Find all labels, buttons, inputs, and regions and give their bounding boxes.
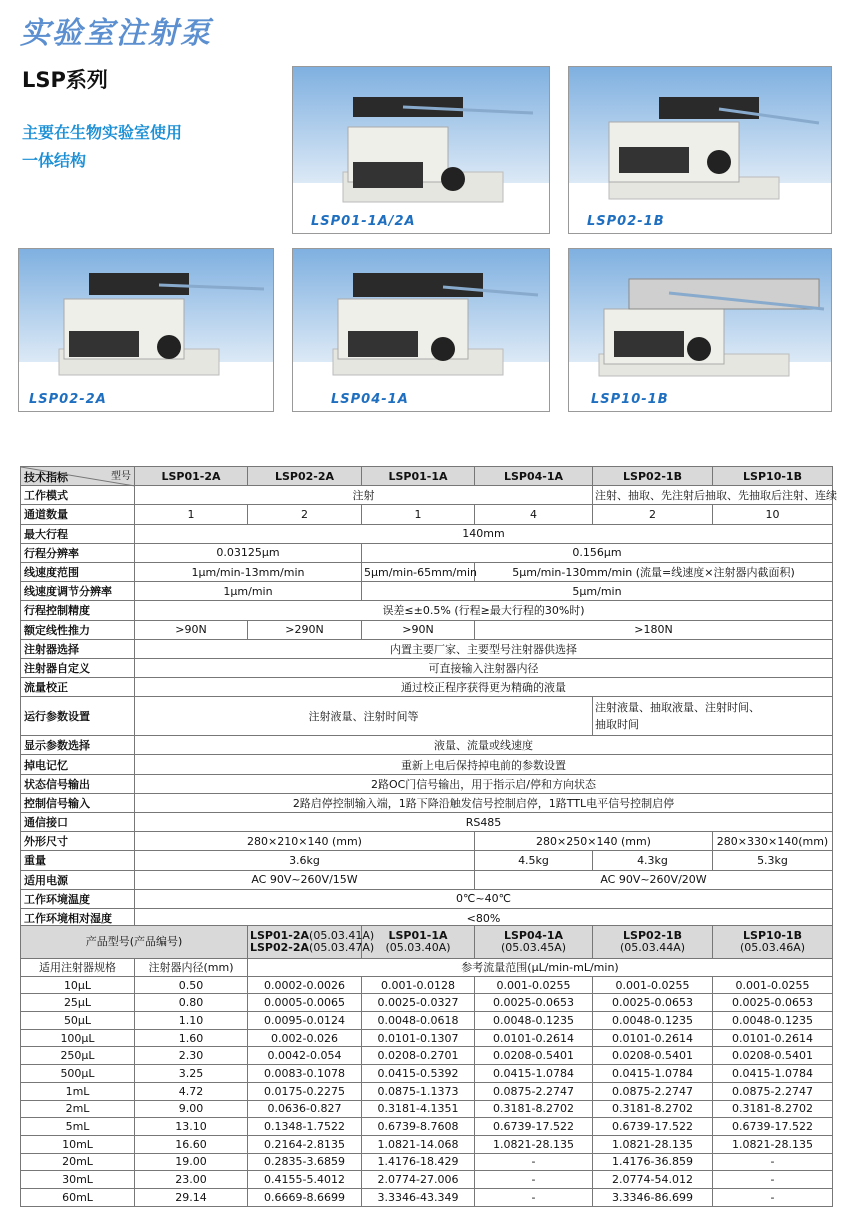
spec-value: 2 bbox=[593, 505, 713, 524]
table-cell: 0.0048-0.0618 bbox=[362, 1012, 475, 1030]
table-cell: 0.6739-17.522 bbox=[475, 1118, 593, 1136]
spec-value: <80% bbox=[135, 908, 833, 927]
spec-value: >180N bbox=[475, 620, 833, 639]
table-row bbox=[21, 1153, 833, 1171]
spec-label: 通道数量 bbox=[21, 505, 135, 524]
table-cell: 0.0875-2.2747 bbox=[593, 1082, 713, 1100]
spec-row bbox=[21, 543, 833, 562]
table-cell: - bbox=[475, 1188, 593, 1206]
spec-value: 液量、流量或线速度 bbox=[135, 736, 833, 755]
table-cell: 0.0048-0.1235 bbox=[475, 1012, 593, 1030]
spec-label: 工作模式 bbox=[21, 486, 135, 505]
spec-header-row bbox=[21, 467, 833, 486]
table-cell: 0.6739-17.522 bbox=[713, 1118, 833, 1136]
table-cell: 0.3181-8.2702 bbox=[593, 1100, 713, 1118]
table-cell: 0.0875-2.2747 bbox=[475, 1082, 593, 1100]
table-row bbox=[21, 1118, 833, 1136]
ref-model-header: 产品型号(产品编号) bbox=[21, 926, 248, 959]
ref-subheader-row bbox=[21, 959, 833, 977]
spec-label: 注射器自定义 bbox=[21, 658, 135, 677]
spec-label: 通信接口 bbox=[21, 813, 135, 832]
table-row bbox=[21, 1065, 833, 1083]
spec-value: 2路OC门信号输出，用于指示启/停和方向状态 bbox=[135, 774, 833, 793]
spec-row bbox=[21, 813, 833, 832]
product-photo-lsp10-1b bbox=[568, 248, 832, 412]
ref-model-name: LSP04-1A bbox=[503, 929, 564, 942]
table-cell: 0.0875-2.2747 bbox=[713, 1082, 833, 1100]
table-cell: 2.0774-54.012 bbox=[593, 1171, 713, 1189]
table-cell: 0.0208-0.5401 bbox=[593, 1047, 713, 1065]
table-cell: 29.14 bbox=[135, 1188, 248, 1206]
table-cell: 0.0415-1.0784 bbox=[475, 1065, 593, 1083]
ref-spec-header: 适用注射器规格 bbox=[21, 959, 135, 977]
spec-label: 掉电记忆 bbox=[21, 755, 135, 774]
table-cell: 0.0415-1.0784 bbox=[713, 1065, 833, 1083]
table-cell: 4.72 bbox=[135, 1082, 248, 1100]
spec-value: 0.03125μm bbox=[135, 543, 362, 562]
table-cell: 2mL bbox=[21, 1100, 135, 1118]
spec-value: 2 bbox=[248, 505, 362, 524]
spec-label: 适用电源 bbox=[21, 870, 135, 889]
spec-label: 额定线性推力 bbox=[21, 620, 135, 639]
spec-value: 280×210×140 (mm) bbox=[135, 832, 475, 851]
spec-label: 显示参数选择 bbox=[21, 736, 135, 755]
spec-value: AC 90V~260V/15W bbox=[135, 870, 475, 889]
spec-value: 10 bbox=[713, 505, 833, 524]
table-row bbox=[21, 1100, 833, 1118]
table-cell: - bbox=[475, 1153, 593, 1171]
table-cell: 0.001-0.0255 bbox=[475, 976, 593, 994]
table-cell: 3.25 bbox=[135, 1065, 248, 1083]
spec-label: 重量 bbox=[21, 851, 135, 870]
table-cell: 10mL bbox=[21, 1135, 135, 1153]
table-cell: 0.0101-0.2614 bbox=[593, 1029, 713, 1047]
spec-label: 行程控制精度 bbox=[21, 601, 135, 620]
table-cell: 0.0025-0.0327 bbox=[362, 994, 475, 1012]
table-cell: 3.3346-43.349 bbox=[362, 1188, 475, 1206]
table-row bbox=[21, 1012, 833, 1030]
table-cell: 0.0415-0.5392 bbox=[362, 1065, 475, 1083]
table-cell: 0.6739-8.7608 bbox=[362, 1118, 475, 1136]
syringe-pump-photo-icon bbox=[569, 249, 833, 413]
ref-model-name: LSP01-1A bbox=[388, 929, 448, 942]
table-cell: 20mL bbox=[21, 1153, 135, 1171]
product-caption: LSP01-1A/2A bbox=[311, 214, 416, 229]
table-cell: 0.0005-0.0065 bbox=[248, 994, 362, 1012]
table-cell: 0.3181-8.2702 bbox=[713, 1100, 833, 1118]
table-cell: 0.0042-0.054 bbox=[248, 1047, 362, 1065]
spec-value: 重新上电后保持掉电前的参数设置 bbox=[135, 755, 833, 774]
spec-label: 线速度调节分辨率 bbox=[21, 582, 135, 601]
spec-value-line: 注射液量、抽取液量、注射时间、 bbox=[595, 701, 760, 715]
table-cell: 1.60 bbox=[135, 1029, 248, 1047]
table-cell: - bbox=[713, 1188, 833, 1206]
product-photo-lsp02-1b bbox=[568, 66, 832, 234]
ref-model-code: (05.03.45A) bbox=[500, 941, 567, 954]
ref-model-name: LSP02-1B bbox=[623, 929, 682, 942]
spec-label: 运行参数设置 bbox=[21, 697, 135, 736]
spec-label: 注射器选择 bbox=[21, 639, 135, 658]
spec-value: 1 bbox=[362, 505, 475, 524]
table-cell: 0.0101-0.2614 bbox=[475, 1029, 593, 1047]
table-cell: 0.0208-0.5401 bbox=[713, 1047, 833, 1065]
spec-value: RS485 bbox=[135, 813, 833, 832]
table-cell: 0.0175-0.2275 bbox=[248, 1082, 362, 1100]
page-title: 实验室注射泵 bbox=[20, 16, 212, 51]
syringe-pump-photo-icon bbox=[569, 67, 833, 235]
table-cell: 60mL bbox=[21, 1188, 135, 1206]
table-row bbox=[21, 1047, 833, 1065]
table-cell: 1.10 bbox=[135, 1012, 248, 1030]
spec-label: 线速度范围 bbox=[21, 562, 135, 581]
spec-value: 5.3kg bbox=[713, 851, 833, 870]
spec-label: 流量校正 bbox=[21, 678, 135, 697]
table-cell: 2.0774-27.006 bbox=[362, 1171, 475, 1189]
spec-value bbox=[593, 697, 833, 736]
spec-value: 4 bbox=[475, 505, 593, 524]
feature-2: 一体结构 bbox=[22, 151, 87, 170]
spec-row bbox=[21, 639, 833, 658]
spec-value: 5μm/min bbox=[362, 582, 833, 601]
ref-model-cell bbox=[713, 926, 833, 959]
model-header-cell: LSP02-1B bbox=[593, 467, 713, 486]
table-cell: 0.2164-2.8135 bbox=[248, 1135, 362, 1153]
table-row bbox=[21, 1135, 833, 1153]
table-cell: 0.0875-1.1373 bbox=[362, 1082, 475, 1100]
spec-label: 工作环境温度 bbox=[21, 889, 135, 908]
table-cell: 0.0002-0.0026 bbox=[248, 976, 362, 994]
table-cell: 0.002-0.026 bbox=[248, 1029, 362, 1047]
spec-value: 内置主要厂家、主要型号注射器供选择 bbox=[135, 639, 833, 658]
table-row bbox=[21, 1188, 833, 1206]
ref-model-cell bbox=[593, 926, 713, 959]
table-cell: - bbox=[475, 1171, 593, 1189]
corner-model-label: 型号 bbox=[111, 471, 131, 482]
table-cell: 0.6739-17.522 bbox=[593, 1118, 713, 1136]
ref-model-code: (05.03.44A) bbox=[619, 941, 686, 954]
ref-flow-header: 参考流量范围(μL/min-mL/min) bbox=[248, 959, 833, 977]
spec-value: 280×250×140 (mm) bbox=[475, 832, 713, 851]
spec-value: 140mm bbox=[135, 524, 833, 543]
table-cell: 0.0101-0.1307 bbox=[362, 1029, 475, 1047]
spec-value: 0.156μm bbox=[362, 543, 833, 562]
spec-value: >90N bbox=[135, 620, 248, 639]
table-cell: 9.00 bbox=[135, 1100, 248, 1118]
product-caption: LSP04-1A bbox=[331, 392, 409, 407]
table-cell: 1mL bbox=[21, 1082, 135, 1100]
spec-label: 最大行程 bbox=[21, 524, 135, 543]
spec-row bbox=[21, 774, 833, 793]
spec-row bbox=[21, 620, 833, 639]
ref-model-cell bbox=[362, 926, 475, 959]
spec-value: 4.5kg bbox=[475, 851, 593, 870]
table-cell: 0.0636-0.827 bbox=[248, 1100, 362, 1118]
table-cell: 10μL bbox=[21, 976, 135, 994]
table-cell: 0.0025-0.0653 bbox=[713, 994, 833, 1012]
reference-flow-table bbox=[20, 925, 833, 1207]
table-cell: 1.0821-28.135 bbox=[475, 1135, 593, 1153]
table-cell: 0.0101-0.2614 bbox=[713, 1029, 833, 1047]
table-cell: 0.0048-0.1235 bbox=[593, 1012, 713, 1030]
table-cell: 30mL bbox=[21, 1171, 135, 1189]
ref-model-line bbox=[250, 941, 375, 954]
ref-model-cell bbox=[475, 926, 593, 959]
spec-value: 2路启停控制输入端，1路下降沿触发信号控制启停，1路TTL电平信号控制启停 bbox=[135, 793, 833, 812]
spec-row bbox=[21, 678, 833, 697]
ref-model-code: (05.03.46A) bbox=[739, 941, 806, 954]
table-cell: 0.0415-1.0784 bbox=[593, 1065, 713, 1083]
model-header-cell: LSP02-2A bbox=[248, 467, 362, 486]
model-header-cell: LSP04-1A bbox=[475, 467, 593, 486]
spec-value: 1μm/min-13mm/min bbox=[135, 562, 362, 581]
table-cell: 3.3346-86.699 bbox=[593, 1188, 713, 1206]
table-cell: 0.0048-0.1235 bbox=[713, 1012, 833, 1030]
model-header-cell: LSP10-1B bbox=[713, 467, 833, 486]
table-cell: 0.0208-0.2701 bbox=[362, 1047, 475, 1065]
table-cell: 0.80 bbox=[135, 994, 248, 1012]
table-cell: 0.0208-0.5401 bbox=[475, 1047, 593, 1065]
table-cell: 2.30 bbox=[135, 1047, 248, 1065]
table-cell: 0.3181-8.2702 bbox=[475, 1100, 593, 1118]
table-cell: 13.10 bbox=[135, 1118, 248, 1136]
spec-value: 误差≤±0.5% (行程≥最大行程的30%时) bbox=[135, 601, 833, 620]
table-row bbox=[21, 994, 833, 1012]
product-caption: LSP10-1B bbox=[591, 392, 669, 407]
spec-value: 280×330×140(mm) bbox=[713, 832, 833, 851]
ref-model-code: (05.03.47A) bbox=[309, 941, 375, 954]
model-header-cell: LSP01-2A bbox=[135, 467, 248, 486]
spec-row bbox=[21, 562, 833, 581]
table-cell: 0.001-0.0255 bbox=[713, 976, 833, 994]
model-header-cell: LSP01-1A bbox=[362, 467, 475, 486]
product-photo-lsp01 bbox=[292, 66, 550, 234]
table-cell: 23.00 bbox=[135, 1171, 248, 1189]
product-photo-lsp02-2a bbox=[18, 248, 274, 412]
table-row bbox=[21, 1029, 833, 1047]
product-caption: LSP02-1B bbox=[587, 214, 665, 229]
table-cell: 0.2835-3.6859 bbox=[248, 1153, 362, 1171]
spec-label: 行程分辨率 bbox=[21, 543, 135, 562]
spec-value: 通过校正程序获得更为精确的液量 bbox=[135, 678, 833, 697]
ref-model-name: LSP02-2A bbox=[250, 941, 310, 954]
spec-row bbox=[21, 505, 833, 524]
table-cell: 0.0083-0.1078 bbox=[248, 1065, 362, 1083]
table-cell: 16.60 bbox=[135, 1135, 248, 1153]
spec-table bbox=[20, 466, 837, 928]
spec-value: AC 90V~260V/20W bbox=[475, 870, 833, 889]
table-cell: 1.0821-28.135 bbox=[593, 1135, 713, 1153]
spec-corner-cell bbox=[21, 467, 135, 486]
spec-label: 控制信号输入 bbox=[21, 793, 135, 812]
table-cell: 0.3181-4.1351 bbox=[362, 1100, 475, 1118]
spec-value: 注射、抽取、先注射后抽取、先抽取后注射、连续 bbox=[593, 486, 833, 505]
table-cell: 0.001-0.0255 bbox=[593, 976, 713, 994]
spec-value: 注射 bbox=[135, 486, 593, 505]
table-cell: 0.6669-8.6699 bbox=[248, 1188, 362, 1206]
table-cell: 19.00 bbox=[135, 1153, 248, 1171]
spec-row bbox=[21, 601, 833, 620]
spec-label: 工作环境相对湿度 bbox=[21, 908, 135, 927]
spec-row bbox=[21, 870, 833, 889]
spec-value-line: 抽取时间 bbox=[595, 718, 639, 732]
spec-row bbox=[21, 755, 833, 774]
table-cell: 0.4155-5.4012 bbox=[248, 1171, 362, 1189]
ref-model-name: LSP01-2A bbox=[250, 929, 310, 942]
series-name: LSP系列 bbox=[22, 68, 108, 92]
spec-label: 状态信号输出 bbox=[21, 774, 135, 793]
ref-model-code: (05.03.41A) bbox=[309, 929, 375, 942]
table-cell: 0.0095-0.0124 bbox=[248, 1012, 362, 1030]
spec-value: 5μm/min-130mm/min (流量=线速度×注射器内截面积) bbox=[475, 562, 833, 581]
product-caption: LSP02-2A bbox=[29, 392, 107, 407]
spec-value: 1 bbox=[135, 505, 248, 524]
spec-value: 3.6kg bbox=[135, 851, 475, 870]
table-cell: 100μL bbox=[21, 1029, 135, 1047]
syringe-pump-photo-icon bbox=[293, 249, 551, 413]
spec-row bbox=[21, 582, 833, 601]
spec-value: >90N bbox=[362, 620, 475, 639]
feature-1: 主要在生物实验室使用 bbox=[22, 123, 183, 142]
syringe-pump-photo-icon bbox=[293, 67, 551, 235]
ref-model-name: LSP10-1B bbox=[743, 929, 802, 942]
spec-value: 可直接输入注射器内径 bbox=[135, 658, 833, 677]
spec-row bbox=[21, 832, 833, 851]
corner-spec-label: 技术指标 bbox=[24, 471, 68, 485]
table-cell: 0.50 bbox=[135, 976, 248, 994]
table-cell: 0.0025-0.0653 bbox=[475, 994, 593, 1012]
table-cell: 500μL bbox=[21, 1065, 135, 1083]
table-cell: 1.0821-28.135 bbox=[713, 1135, 833, 1153]
spec-value: >290N bbox=[248, 620, 362, 639]
table-cell: - bbox=[713, 1153, 833, 1171]
table-cell: 1.4176-18.429 bbox=[362, 1153, 475, 1171]
product-photo-lsp04-1a bbox=[292, 248, 550, 412]
spec-row bbox=[21, 524, 833, 543]
table-cell: 25μL bbox=[21, 994, 135, 1012]
table-row bbox=[21, 1082, 833, 1100]
table-cell: 1.0821-14.068 bbox=[362, 1135, 475, 1153]
spec-value: 4.3kg bbox=[593, 851, 713, 870]
table-cell: 1.4176-36.859 bbox=[593, 1153, 713, 1171]
spec-row bbox=[21, 736, 833, 755]
table-row bbox=[21, 976, 833, 994]
table-cell: 50μL bbox=[21, 1012, 135, 1030]
table-cell: 250μL bbox=[21, 1047, 135, 1065]
spec-label: 外形尺寸 bbox=[21, 832, 135, 851]
table-cell: 0.001-0.0128 bbox=[362, 976, 475, 994]
spec-value: 5μm/min-65mm/min bbox=[362, 562, 475, 581]
table-row bbox=[21, 1171, 833, 1189]
syringe-pump-photo-icon bbox=[19, 249, 275, 413]
table-cell: 0.0025-0.0653 bbox=[593, 994, 713, 1012]
spec-row bbox=[21, 889, 833, 908]
spec-row bbox=[21, 658, 833, 677]
spec-row bbox=[21, 851, 833, 870]
spec-value: 注射液量、注射时间等 bbox=[135, 697, 593, 736]
table-cell: 0.1348-1.7522 bbox=[248, 1118, 362, 1136]
spec-row bbox=[21, 486, 833, 505]
spec-value: 0℃~40℃ bbox=[135, 889, 833, 908]
ref-header-row bbox=[21, 926, 833, 959]
spec-value: 1μm/min bbox=[135, 582, 362, 601]
ref-model-code: (05.03.40A) bbox=[385, 941, 451, 954]
spec-row bbox=[21, 697, 833, 736]
ref-diam-header: 注射器内径(mm) bbox=[135, 959, 248, 977]
spec-row bbox=[21, 793, 833, 812]
ref-model-cell bbox=[248, 926, 375, 959]
table-cell: 5mL bbox=[21, 1118, 135, 1136]
table-cell: - bbox=[713, 1171, 833, 1189]
